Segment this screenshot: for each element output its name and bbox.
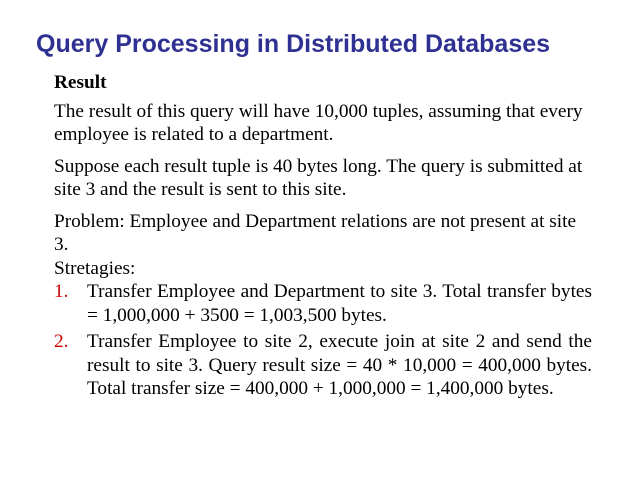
strategy-item xyxy=(54,330,592,401)
slide-title: Query Processing in Distributed Databases xyxy=(36,30,551,58)
paragraph-problem: Problem: Employee and Department relations are not present at site 3. xyxy=(54,210,577,255)
paragraph-result-size: The result of this query will have 10,000 tuples, assuming that every employee is related to a department. xyxy=(54,100,583,145)
strategies-label: Stretagies: xyxy=(54,257,136,279)
strategy-item xyxy=(54,280,592,327)
strategy-number: 2. xyxy=(54,331,69,352)
paragraph-tuple-size: Suppose each result tuple is 40 bytes long. The query is submitted at site 3 and the result is sent to this site. xyxy=(54,155,583,200)
strategy-text: Transfer Employee to site 2, execute join at site 2 and send the result to site 3. Query result size = 40 * 10,000 = 400,000 bytes. Total transfer size = 400,000 + 1,000,000 = 1,400,000 bytes. xyxy=(87,331,592,399)
strategy-number: 1. xyxy=(54,281,69,302)
slide-body xyxy=(54,71,592,404)
strategy-text: Transfer Employee and Department to site 3. Total transfer bytes = 1,000,000 + 3500 = 1,003,500 bytes. xyxy=(87,281,592,326)
strategy-list xyxy=(54,280,592,401)
section-heading: Result xyxy=(54,72,107,93)
